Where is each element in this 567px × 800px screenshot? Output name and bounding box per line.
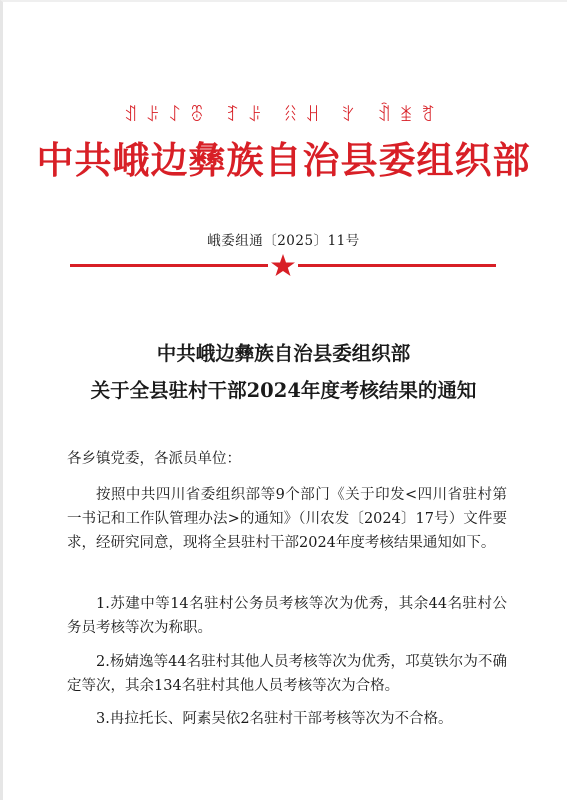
salutation: 各乡镇党委，各派员单位： [67, 451, 241, 467]
red-divider-right [298, 264, 496, 267]
issuing-agency-header: 中共峨边彝族自治县委组织部 [36, 138, 531, 182]
red-divider-left [70, 264, 268, 267]
document-number: 峨委组通〔2025〕11号 [207, 233, 360, 249]
intro-paragraph: 按照中共四川省委组织部等9个部门《关于印发<四川省驻村第一书记和工作队管理办法>的通知》（川农发〔2024〕17号）文件要求，经研究同意，现将全县驻村干部2024年度考核结果通知如下。 [67, 487, 507, 551]
red-star-icon [270, 253, 296, 277]
result-item-1: 1.苏建中等14名驻村公务员考核等次为优秀，其余44名驻村公务员考核等次为称职。 [67, 596, 507, 636]
yi-script-line: ꀊꌠꋍꁨ ꆈꌠ ꋧꃅ ꇬ ꀉꁧꐛ [123, 105, 444, 126]
document-title-line2: 关于全县驻村干部2024年度考核结果的通知 [90, 379, 477, 402]
result-item-2: 2.杨婧逸等44名驻村其他人员考核等次为优秀，邛莫铁尔为不确定等次，其余134名驻村其他人员考核等次为合格。 [67, 654, 507, 694]
result-item-3: 3.冉拉托长、阿素吴依2名驻村干部考核等次为不合格。 [96, 711, 453, 727]
document-title-line1: 中共峨边彝族自治县委组织部 [156, 342, 411, 365]
